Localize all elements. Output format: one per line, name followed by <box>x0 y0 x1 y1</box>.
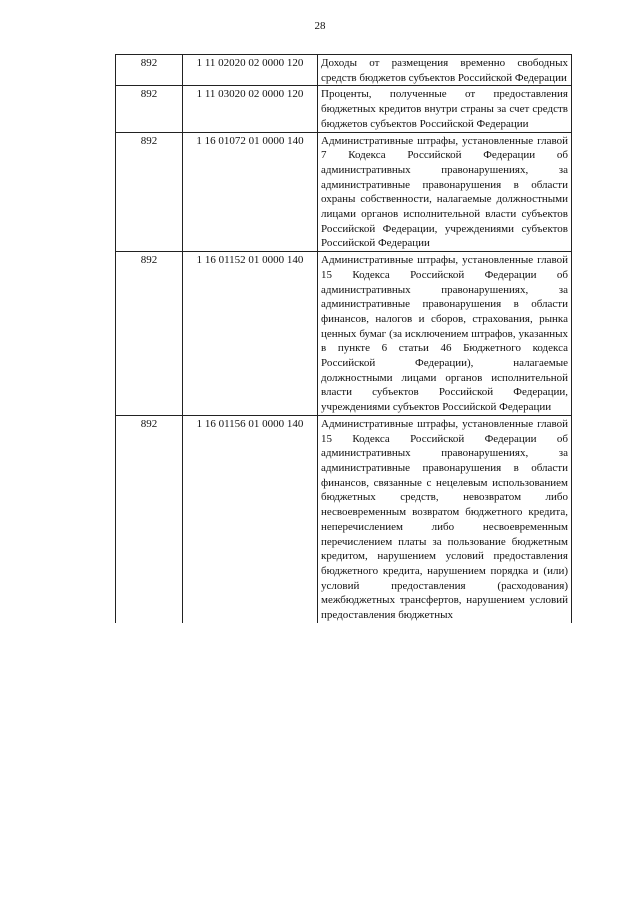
admin-code-cell: 892 <box>116 132 183 252</box>
admin-code-cell: 892 <box>116 86 183 132</box>
revenue-codes-table <box>115 54 572 623</box>
table-row <box>116 132 572 252</box>
table-row <box>116 415 572 622</box>
kbk-code-cell: 1 16 01072 01 0000 140 <box>183 132 318 252</box>
description-cell: Проценты, полученные от предоставления бюджетных кредитов внутри страны за счет средств бюджетов субъектов Российской Федерации <box>318 86 572 132</box>
admin-code-cell: 892 <box>116 252 183 416</box>
description-cell: Административные штрафы, установленные главой 15 Кодекса Российской Федерации об административных правонарушениях, за административные правонарушения в области финансов, налогов и сборов, страхования, рынка ценных бумаг (за исключением штрафов, указанных в пункте 6 статьи 46 Бюджетного кодекса Российской Федерации), налагаемые должностными лицами органов исполнительной власти субъектов Российской Федерации, учреждениями субъектов Российской Федерации <box>318 252 572 416</box>
kbk-code-cell: 1 11 03020 02 0000 120 <box>183 86 318 132</box>
table-row <box>116 55 572 86</box>
description-cell: Административные штрафы, установленные главой 15 Кодекса Российской Федерации об административных правонарушениях, за административные правонарушения в области финансов, связанные с нецелевым использованием бюджетных средств, невозвратом либо несвоевременным возвратом бюджетного кредита, неперечислением либо несвоевременным перечислением платы за пользование бюджетным кредитом, нарушением условий предоставления бюджетного кредита, нарушением порядка и (или) условий предоставления (расходования) межбюджетных трансфертов, нарушением условий предоставления бюджетных <box>318 415 572 622</box>
description-cell: Доходы от размещения временно свободных средств бюджетов субъектов Российской Федерации <box>318 55 572 86</box>
table-row <box>116 86 572 132</box>
table-row <box>116 252 572 416</box>
admin-code-cell: 892 <box>116 415 183 622</box>
kbk-code-cell: 1 16 01152 01 0000 140 <box>183 252 318 416</box>
page-number: 28 <box>314 20 326 32</box>
kbk-code-cell: 1 16 01156 01 0000 140 <box>183 415 318 622</box>
admin-code-cell: 892 <box>116 55 183 86</box>
kbk-code-cell: 1 11 02020 02 0000 120 <box>183 55 318 86</box>
description-cell: Административные штрафы, установленные главой 7 Кодекса Российской Федерации об административных правонарушениях, за административные правонарушения в области охраны собственности, налагаемые должностными лицами органов исполнительной власти субъектов Российской Федерации, учреждениями субъектов Российской Федерации <box>318 132 572 252</box>
